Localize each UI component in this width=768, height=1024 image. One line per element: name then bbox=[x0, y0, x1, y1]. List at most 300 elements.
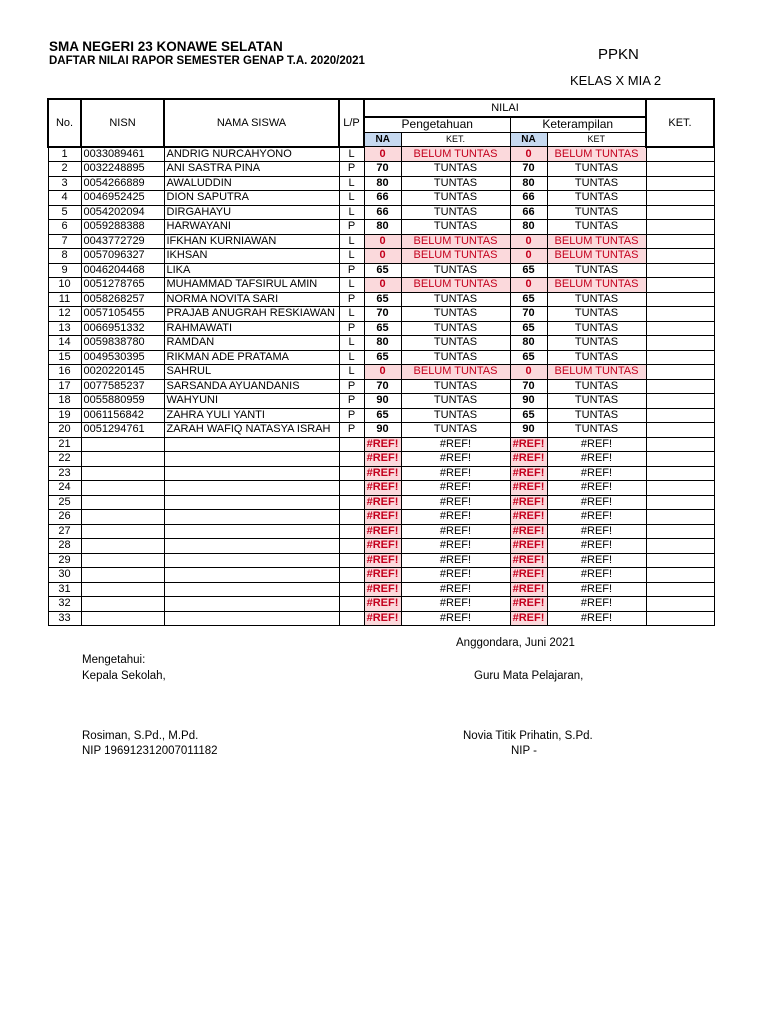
cell-ket-pengetahuan: BELUM TUNTAS bbox=[401, 234, 510, 249]
cell-nama bbox=[164, 539, 339, 554]
cell-no: 21 bbox=[48, 437, 81, 452]
table-row bbox=[48, 510, 714, 525]
cell-no: 33 bbox=[48, 611, 81, 626]
cell-ket bbox=[646, 292, 714, 307]
cell-na-keterampilan: 90 bbox=[510, 394, 547, 409]
cell-ket-pengetahuan: TUNTAS bbox=[401, 176, 510, 191]
cell-ket bbox=[646, 321, 714, 336]
cell-nisn bbox=[81, 539, 164, 554]
table-row bbox=[48, 350, 714, 365]
cell-na-pengetahuan: #REF! bbox=[364, 437, 401, 452]
cell-lp bbox=[339, 568, 364, 583]
cell-ket-pengetahuan: #REF! bbox=[401, 568, 510, 583]
cell-lp: L bbox=[339, 336, 364, 351]
cell-na-pengetahuan: 90 bbox=[364, 394, 401, 409]
table-row bbox=[48, 394, 714, 409]
cell-nisn: 0049530395 bbox=[81, 350, 164, 365]
cell-ket bbox=[646, 597, 714, 612]
cell-lp bbox=[339, 495, 364, 510]
table-row bbox=[48, 307, 714, 322]
cell-nama: DIRGAHAYU bbox=[164, 205, 339, 220]
cell-lp: L bbox=[339, 147, 364, 162]
table-row bbox=[48, 321, 714, 336]
cell-na-pengetahuan: 65 bbox=[364, 321, 401, 336]
cell-ket bbox=[646, 220, 714, 235]
cell-nama bbox=[164, 524, 339, 539]
cell-no: 15 bbox=[48, 350, 81, 365]
cell-na-pengetahuan: #REF! bbox=[364, 510, 401, 525]
cell-no: 5 bbox=[48, 205, 81, 220]
cell-no: 2 bbox=[48, 162, 81, 177]
cell-nisn: 0033089461 bbox=[81, 147, 164, 162]
cell-ket bbox=[646, 263, 714, 278]
header-keterampilan: Keterampilan bbox=[510, 117, 646, 132]
cell-no: 24 bbox=[48, 481, 81, 496]
cell-nama: ANDRIG NURCAHYONO bbox=[164, 147, 339, 162]
cell-na-keterampilan: 0 bbox=[510, 234, 547, 249]
cell-no: 7 bbox=[48, 234, 81, 249]
cell-lp: L bbox=[339, 191, 364, 206]
cell-ket bbox=[646, 408, 714, 423]
cell-nisn: 0061156842 bbox=[81, 408, 164, 423]
cell-ket-keterampilan: TUNTAS bbox=[547, 205, 646, 220]
table-row bbox=[48, 582, 714, 597]
cell-ket-keterampilan: TUNTAS bbox=[547, 394, 646, 409]
table-row bbox=[48, 524, 714, 539]
cell-nisn: 0051294761 bbox=[81, 423, 164, 438]
cell-nisn bbox=[81, 466, 164, 481]
cell-na-pengetahuan: 90 bbox=[364, 423, 401, 438]
cell-na-keterampilan: #REF! bbox=[510, 495, 547, 510]
cell-na-keterampilan: 65 bbox=[510, 292, 547, 307]
class-label: KELAS X MIA 2 bbox=[570, 73, 662, 88]
cell-ket-keterampilan: #REF! bbox=[547, 539, 646, 554]
cell-lp bbox=[339, 481, 364, 496]
cell-na-pengetahuan: 80 bbox=[364, 176, 401, 191]
cell-ket bbox=[646, 191, 714, 206]
cell-nama: LIKA bbox=[164, 263, 339, 278]
guru-nip: NIP - bbox=[511, 745, 537, 757]
cell-nama: SAHRUL bbox=[164, 365, 339, 380]
cell-ket bbox=[646, 495, 714, 510]
cell-lp: L bbox=[339, 278, 364, 293]
cell-na-keterampilan: #REF! bbox=[510, 437, 547, 452]
cell-ket-keterampilan: TUNTAS bbox=[547, 307, 646, 322]
cell-nama: DION SAPUTRA bbox=[164, 191, 339, 206]
table-row bbox=[48, 481, 714, 496]
cell-ket-pengetahuan: BELUM TUNTAS bbox=[401, 249, 510, 264]
cell-na-pengetahuan: #REF! bbox=[364, 466, 401, 481]
cell-lp bbox=[339, 553, 364, 568]
cell-ket bbox=[646, 524, 714, 539]
table-row bbox=[48, 423, 714, 438]
cell-lp bbox=[339, 466, 364, 481]
mengetahui-label: Mengetahui: bbox=[82, 654, 146, 666]
cell-nisn: 0059838780 bbox=[81, 336, 164, 351]
cell-no: 11 bbox=[48, 292, 81, 307]
cell-ket-keterampilan: BELUM TUNTAS bbox=[547, 234, 646, 249]
cell-lp: P bbox=[339, 423, 364, 438]
cell-ket-keterampilan: BELUM TUNTAS bbox=[547, 365, 646, 380]
cell-nisn: 0046204468 bbox=[81, 263, 164, 278]
cell-lp bbox=[339, 611, 364, 626]
cell-nama: AWALUDDIN bbox=[164, 176, 339, 191]
cell-na-pengetahuan: #REF! bbox=[364, 553, 401, 568]
table-row bbox=[48, 249, 714, 264]
cell-no: 6 bbox=[48, 220, 81, 235]
cell-nisn bbox=[81, 437, 164, 452]
cell-nisn bbox=[81, 597, 164, 612]
cell-ket-pengetahuan: TUNTAS bbox=[401, 408, 510, 423]
cell-no: 13 bbox=[48, 321, 81, 336]
cell-ket-keterampilan: #REF! bbox=[547, 495, 646, 510]
cell-ket-pengetahuan: #REF! bbox=[401, 524, 510, 539]
cell-nama: ZAHRA YULI YANTI bbox=[164, 408, 339, 423]
cell-ket bbox=[646, 481, 714, 496]
cell-no: 17 bbox=[48, 379, 81, 394]
grade-table bbox=[47, 98, 715, 626]
subject-label: PPKN bbox=[598, 46, 639, 63]
cell-nama bbox=[164, 568, 339, 583]
cell-no: 28 bbox=[48, 539, 81, 554]
cell-ket-keterampilan: TUNTAS bbox=[547, 423, 646, 438]
cell-no: 19 bbox=[48, 408, 81, 423]
cell-lp: P bbox=[339, 220, 364, 235]
cell-nama: ANI SASTRA PINA bbox=[164, 162, 339, 177]
cell-na-keterampilan: 0 bbox=[510, 249, 547, 264]
kepala-sekolah-title: Kepala Sekolah, bbox=[82, 670, 166, 682]
table-row bbox=[48, 408, 714, 423]
cell-no: 1 bbox=[48, 147, 81, 162]
table-row bbox=[48, 437, 714, 452]
cell-nama: WAHYUNI bbox=[164, 394, 339, 409]
cell-na-pengetahuan: 65 bbox=[364, 292, 401, 307]
cell-ket-keterampilan: TUNTAS bbox=[547, 176, 646, 191]
cell-lp bbox=[339, 510, 364, 525]
cell-nisn: 0077585237 bbox=[81, 379, 164, 394]
cell-ket bbox=[646, 466, 714, 481]
cell-ket-pengetahuan: TUNTAS bbox=[401, 394, 510, 409]
cell-ket bbox=[646, 510, 714, 525]
cell-ket-pengetahuan: BELUM TUNTAS bbox=[401, 147, 510, 162]
cell-na-pengetahuan: #REF! bbox=[364, 452, 401, 467]
cell-nisn: 0020220145 bbox=[81, 365, 164, 380]
cell-na-pengetahuan: #REF! bbox=[364, 481, 401, 496]
cell-ket bbox=[646, 611, 714, 626]
cell-nisn: 0054202094 bbox=[81, 205, 164, 220]
table-row bbox=[48, 568, 714, 583]
cell-lp: L bbox=[339, 307, 364, 322]
table-row bbox=[48, 191, 714, 206]
cell-na-pengetahuan: 65 bbox=[364, 408, 401, 423]
cell-lp: L bbox=[339, 176, 364, 191]
cell-na-keterampilan: 0 bbox=[510, 278, 547, 293]
cell-na-keterampilan: 65 bbox=[510, 408, 547, 423]
cell-na-keterampilan: 65 bbox=[510, 321, 547, 336]
cell-na-keterampilan: 80 bbox=[510, 336, 547, 351]
table-row bbox=[48, 278, 714, 293]
cell-ket-keterampilan: BELUM TUNTAS bbox=[547, 278, 646, 293]
header-nama: NAMA SISWA bbox=[164, 99, 339, 147]
cell-na-keterampilan: #REF! bbox=[510, 452, 547, 467]
header-na-keterampilan: NA bbox=[510, 132, 547, 147]
cell-nisn: 0054266889 bbox=[81, 176, 164, 191]
cell-ket bbox=[646, 437, 714, 452]
cell-nama bbox=[164, 597, 339, 612]
cell-nama: HARWAYANI bbox=[164, 220, 339, 235]
cell-no: 10 bbox=[48, 278, 81, 293]
cell-ket-pengetahuan: #REF! bbox=[401, 553, 510, 568]
table-row bbox=[48, 597, 714, 612]
cell-nisn: 0059288388 bbox=[81, 220, 164, 235]
cell-lp bbox=[339, 524, 364, 539]
cell-na-keterampilan: #REF! bbox=[510, 524, 547, 539]
cell-ket-pengetahuan: #REF! bbox=[401, 495, 510, 510]
cell-nama bbox=[164, 452, 339, 467]
kepala-sekolah-nip: NIP 196912312007011182 bbox=[82, 745, 218, 757]
cell-ket-keterampilan: #REF! bbox=[547, 553, 646, 568]
cell-nisn bbox=[81, 524, 164, 539]
cell-ket-keterampilan: #REF! bbox=[547, 437, 646, 452]
cell-na-keterampilan: #REF! bbox=[510, 582, 547, 597]
cell-na-pengetahuan: 0 bbox=[364, 365, 401, 380]
guru-title: Guru Mata Pelajaran, bbox=[474, 670, 584, 682]
cell-lp: P bbox=[339, 292, 364, 307]
cell-na-pengetahuan: 70 bbox=[364, 307, 401, 322]
cell-ket-keterampilan: TUNTAS bbox=[547, 321, 646, 336]
cell-ket-keterampilan: TUNTAS bbox=[547, 191, 646, 206]
cell-nisn: 0046952425 bbox=[81, 191, 164, 206]
cell-ket-keterampilan: TUNTAS bbox=[547, 263, 646, 278]
cell-no: 8 bbox=[48, 249, 81, 264]
cell-ket-pengetahuan: BELUM TUNTAS bbox=[401, 365, 510, 380]
guru-name: Novia Titik Prihatin, S.Pd. bbox=[463, 730, 593, 742]
cell-ket-pengetahuan: TUNTAS bbox=[401, 379, 510, 394]
cell-na-pengetahuan: #REF! bbox=[364, 524, 401, 539]
cell-ket-pengetahuan: #REF! bbox=[401, 539, 510, 554]
cell-no: 32 bbox=[48, 597, 81, 612]
header-nilai: NILAI bbox=[364, 99, 646, 117]
cell-nisn: 0057105455 bbox=[81, 307, 164, 322]
cell-lp: L bbox=[339, 350, 364, 365]
cell-na-keterampilan: #REF! bbox=[510, 597, 547, 612]
cell-nama bbox=[164, 553, 339, 568]
cell-nama: RAMDAN bbox=[164, 336, 339, 351]
cell-nama bbox=[164, 510, 339, 525]
table-row bbox=[48, 495, 714, 510]
cell-no: 26 bbox=[48, 510, 81, 525]
cell-nama bbox=[164, 466, 339, 481]
cell-lp: L bbox=[339, 365, 364, 380]
cell-ket-keterampilan: #REF! bbox=[547, 466, 646, 481]
table-row bbox=[48, 365, 714, 380]
document-title: DAFTAR NILAI RAPOR SEMESTER GENAP T.A. 2020/2021 bbox=[49, 55, 365, 67]
cell-na-pengetahuan: 0 bbox=[364, 249, 401, 264]
cell-na-pengetahuan: #REF! bbox=[364, 495, 401, 510]
cell-na-keterampilan: 70 bbox=[510, 379, 547, 394]
cell-lp bbox=[339, 597, 364, 612]
cell-ket bbox=[646, 205, 714, 220]
header-nisn: NISN bbox=[81, 99, 164, 147]
cell-ket bbox=[646, 147, 714, 162]
cell-lp bbox=[339, 582, 364, 597]
cell-lp: P bbox=[339, 263, 364, 278]
cell-no: 22 bbox=[48, 452, 81, 467]
cell-ket-pengetahuan: #REF! bbox=[401, 611, 510, 626]
cell-ket-keterampilan: TUNTAS bbox=[547, 379, 646, 394]
cell-ket-pengetahuan: #REF! bbox=[401, 466, 510, 481]
cell-ket-pengetahuan: TUNTAS bbox=[401, 263, 510, 278]
cell-no: 23 bbox=[48, 466, 81, 481]
cell-ket-pengetahuan: TUNTAS bbox=[401, 292, 510, 307]
cell-ket-keterampilan: TUNTAS bbox=[547, 408, 646, 423]
cell-ket-keterampilan: #REF! bbox=[547, 510, 646, 525]
cell-na-pengetahuan: 80 bbox=[364, 220, 401, 235]
cell-na-pengetahuan: 0 bbox=[364, 278, 401, 293]
cell-ket-pengetahuan: TUNTAS bbox=[401, 321, 510, 336]
cell-ket bbox=[646, 423, 714, 438]
cell-na-pengetahuan: #REF! bbox=[364, 568, 401, 583]
cell-ket bbox=[646, 162, 714, 177]
cell-ket-pengetahuan: TUNTAS bbox=[401, 307, 510, 322]
cell-na-keterampilan: 0 bbox=[510, 365, 547, 380]
cell-ket-pengetahuan: TUNTAS bbox=[401, 191, 510, 206]
cell-ket bbox=[646, 176, 714, 191]
cell-no: 31 bbox=[48, 582, 81, 597]
header-lp: L/P bbox=[339, 99, 364, 147]
cell-nama: RAHMAWATI bbox=[164, 321, 339, 336]
cell-na-pengetahuan: #REF! bbox=[364, 539, 401, 554]
table-row bbox=[48, 452, 714, 467]
cell-nisn: 0066951332 bbox=[81, 321, 164, 336]
cell-na-keterampilan: #REF! bbox=[510, 466, 547, 481]
cell-lp bbox=[339, 539, 364, 554]
table-row bbox=[48, 176, 714, 191]
cell-na-keterampilan: #REF! bbox=[510, 510, 547, 525]
cell-no: 16 bbox=[48, 365, 81, 380]
cell-lp bbox=[339, 452, 364, 467]
cell-nama: PRAJAB ANUGRAH RESKIAWAN bbox=[164, 307, 339, 322]
cell-na-keterampilan: 80 bbox=[510, 220, 547, 235]
cell-ket-pengetahuan: #REF! bbox=[401, 481, 510, 496]
cell-na-pengetahuan: 0 bbox=[364, 234, 401, 249]
cell-nama bbox=[164, 495, 339, 510]
header-pengetahuan: Pengetahuan bbox=[364, 117, 510, 132]
table-row bbox=[48, 205, 714, 220]
cell-ket-pengetahuan: TUNTAS bbox=[401, 423, 510, 438]
cell-no: 4 bbox=[48, 191, 81, 206]
header-no: No. bbox=[48, 99, 81, 147]
cell-nama: IFKHAN KURNIAWAN bbox=[164, 234, 339, 249]
cell-no: 9 bbox=[48, 263, 81, 278]
table-row bbox=[48, 611, 714, 626]
place-date: Anggondara, Juni 2021 bbox=[456, 637, 575, 649]
table-row bbox=[48, 379, 714, 394]
cell-nisn bbox=[81, 553, 164, 568]
table-row bbox=[48, 539, 714, 554]
cell-ket bbox=[646, 379, 714, 394]
table-row bbox=[48, 553, 714, 568]
cell-ket bbox=[646, 307, 714, 322]
cell-na-keterampilan: #REF! bbox=[510, 568, 547, 583]
cell-ket bbox=[646, 336, 714, 351]
cell-nama: NORMA NOVITA SARI bbox=[164, 292, 339, 307]
table-row bbox=[48, 162, 714, 177]
cell-ket bbox=[646, 234, 714, 249]
cell-no: 27 bbox=[48, 524, 81, 539]
cell-na-pengetahuan: 70 bbox=[364, 162, 401, 177]
cell-ket-keterampilan: TUNTAS bbox=[547, 336, 646, 351]
cell-ket bbox=[646, 249, 714, 264]
cell-lp bbox=[339, 437, 364, 452]
cell-na-keterampilan: 70 bbox=[510, 307, 547, 322]
cell-ket-pengetahuan: #REF! bbox=[401, 582, 510, 597]
cell-ket-keterampilan: #REF! bbox=[547, 597, 646, 612]
cell-ket-pengetahuan: TUNTAS bbox=[401, 162, 510, 177]
cell-nisn: 0055880959 bbox=[81, 394, 164, 409]
cell-ket bbox=[646, 350, 714, 365]
cell-na-keterampilan: 70 bbox=[510, 162, 547, 177]
table-row bbox=[48, 234, 714, 249]
header-na-pengetahuan: NA bbox=[364, 132, 401, 147]
cell-nisn bbox=[81, 495, 164, 510]
cell-nisn bbox=[81, 452, 164, 467]
cell-nama: MUHAMMAD TAFSIRUL AMIN bbox=[164, 278, 339, 293]
cell-ket-pengetahuan: #REF! bbox=[401, 597, 510, 612]
cell-lp: P bbox=[339, 162, 364, 177]
cell-ket bbox=[646, 568, 714, 583]
cell-nama: RIKMAN ADE PRATAMA bbox=[164, 350, 339, 365]
cell-lp: L bbox=[339, 205, 364, 220]
header-ket: KET. bbox=[646, 99, 714, 147]
cell-ket-pengetahuan: TUNTAS bbox=[401, 220, 510, 235]
cell-nisn: 0043772729 bbox=[81, 234, 164, 249]
cell-lp: L bbox=[339, 249, 364, 264]
cell-no: 20 bbox=[48, 423, 81, 438]
cell-ket-pengetahuan: TUNTAS bbox=[401, 336, 510, 351]
cell-ket-keterampilan: BELUM TUNTAS bbox=[547, 249, 646, 264]
cell-no: 29 bbox=[48, 553, 81, 568]
school-name: SMA NEGERI 23 KONAWE SELATAN bbox=[49, 39, 283, 54]
cell-ket-keterampilan: #REF! bbox=[547, 568, 646, 583]
cell-ket bbox=[646, 539, 714, 554]
cell-nama bbox=[164, 582, 339, 597]
cell-ket-keterampilan: BELUM TUNTAS bbox=[547, 147, 646, 162]
cell-ket bbox=[646, 452, 714, 467]
cell-no: 30 bbox=[48, 568, 81, 583]
cell-nisn bbox=[81, 510, 164, 525]
cell-no: 3 bbox=[48, 176, 81, 191]
cell-ket-pengetahuan: #REF! bbox=[401, 510, 510, 525]
cell-no: 14 bbox=[48, 336, 81, 351]
cell-ket bbox=[646, 553, 714, 568]
cell-nisn bbox=[81, 481, 164, 496]
cell-ket-keterampilan: TUNTAS bbox=[547, 292, 646, 307]
cell-ket-keterampilan: #REF! bbox=[547, 611, 646, 626]
cell-nisn: 0032248895 bbox=[81, 162, 164, 177]
cell-ket bbox=[646, 365, 714, 380]
cell-ket-keterampilan: TUNTAS bbox=[547, 350, 646, 365]
cell-na-pengetahuan: #REF! bbox=[364, 611, 401, 626]
cell-ket-keterampilan: TUNTAS bbox=[547, 162, 646, 177]
cell-na-pengetahuan: 66 bbox=[364, 191, 401, 206]
cell-no: 18 bbox=[48, 394, 81, 409]
table-row bbox=[48, 147, 714, 162]
table-row bbox=[48, 263, 714, 278]
cell-na-pengetahuan: 80 bbox=[364, 336, 401, 351]
cell-ket bbox=[646, 278, 714, 293]
cell-ket-pengetahuan: TUNTAS bbox=[401, 350, 510, 365]
